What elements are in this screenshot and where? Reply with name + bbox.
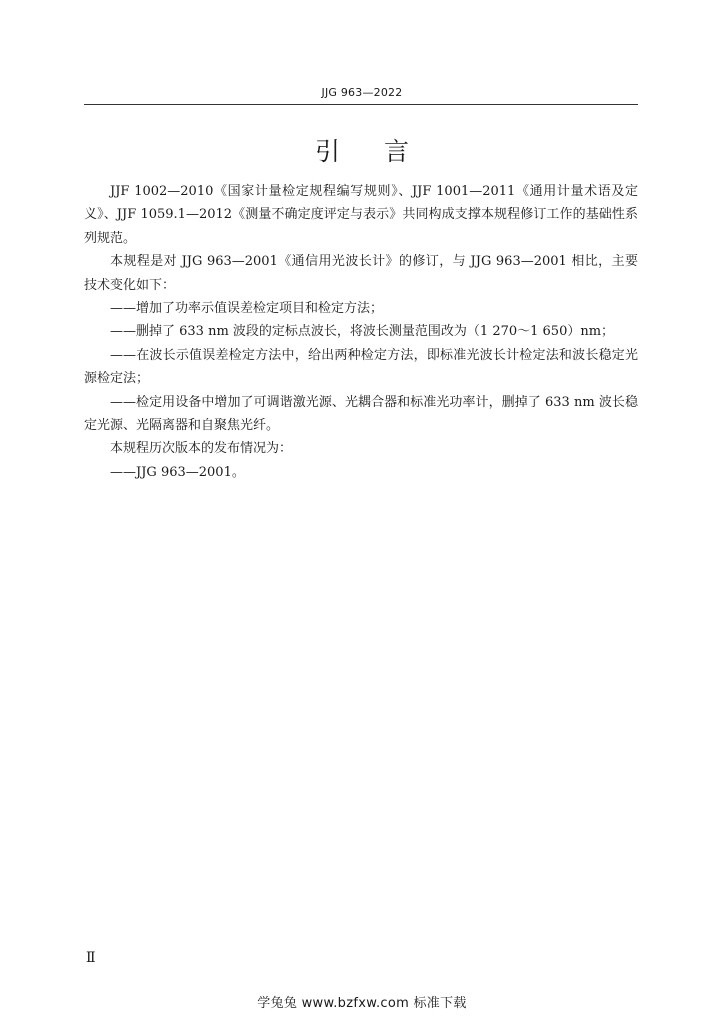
footer-watermark: 学兔兔 www.bzfxw.com 标准下载 bbox=[257, 996, 467, 1011]
change-item-power-error: ——增加了功率示值误差检定项目和检定方法； bbox=[110, 301, 384, 317]
change-item-equipment: ——检定用设备中增加了可调谐激光源、光耦合器和标准光功率计，删掉了 633 nm 波长稳定光源、光隔离器和自聚焦光纤。 bbox=[84, 394, 638, 434]
change-item-wavelength-range: ——删掉了 633 nm 波段的定标点波长，将波长测量范围改为（1 270～1 650）nm； bbox=[110, 324, 615, 340]
body-text bbox=[84, 180, 638, 484]
page-number: Ⅱ bbox=[86, 950, 96, 966]
header-divider bbox=[84, 104, 638, 105]
paragraph-version-history-intro: 本规程历次版本的发布情况为： bbox=[110, 441, 293, 457]
version-history-item: ——JJG 963—2001。 bbox=[110, 464, 245, 480]
page-title: 引言 bbox=[314, 137, 453, 166]
change-item-verification-methods: ——在波长示值误差检定方法中，给出两种检定方法，即标准光波长计检定法和波长稳定光源检定法； bbox=[84, 347, 638, 387]
document-code-header: JJG 963—2022 bbox=[321, 86, 403, 99]
paragraph-normative-references: JJF 1002—2010《国家计量检定规程编写规则》、JJF 1001—2011《通用计量术语及定义》、JJF 1059.1—2012《测量不确定度评定与表示》共同构成支撑本规程修订工作的基础性系列规范。 bbox=[84, 184, 638, 246]
paragraph-revision-summary: 本规程是对 JJG 963—2001《通信用光波长计》的修订，与 JJG 963—2001 相比，主要技术变化如下： bbox=[84, 254, 638, 293]
